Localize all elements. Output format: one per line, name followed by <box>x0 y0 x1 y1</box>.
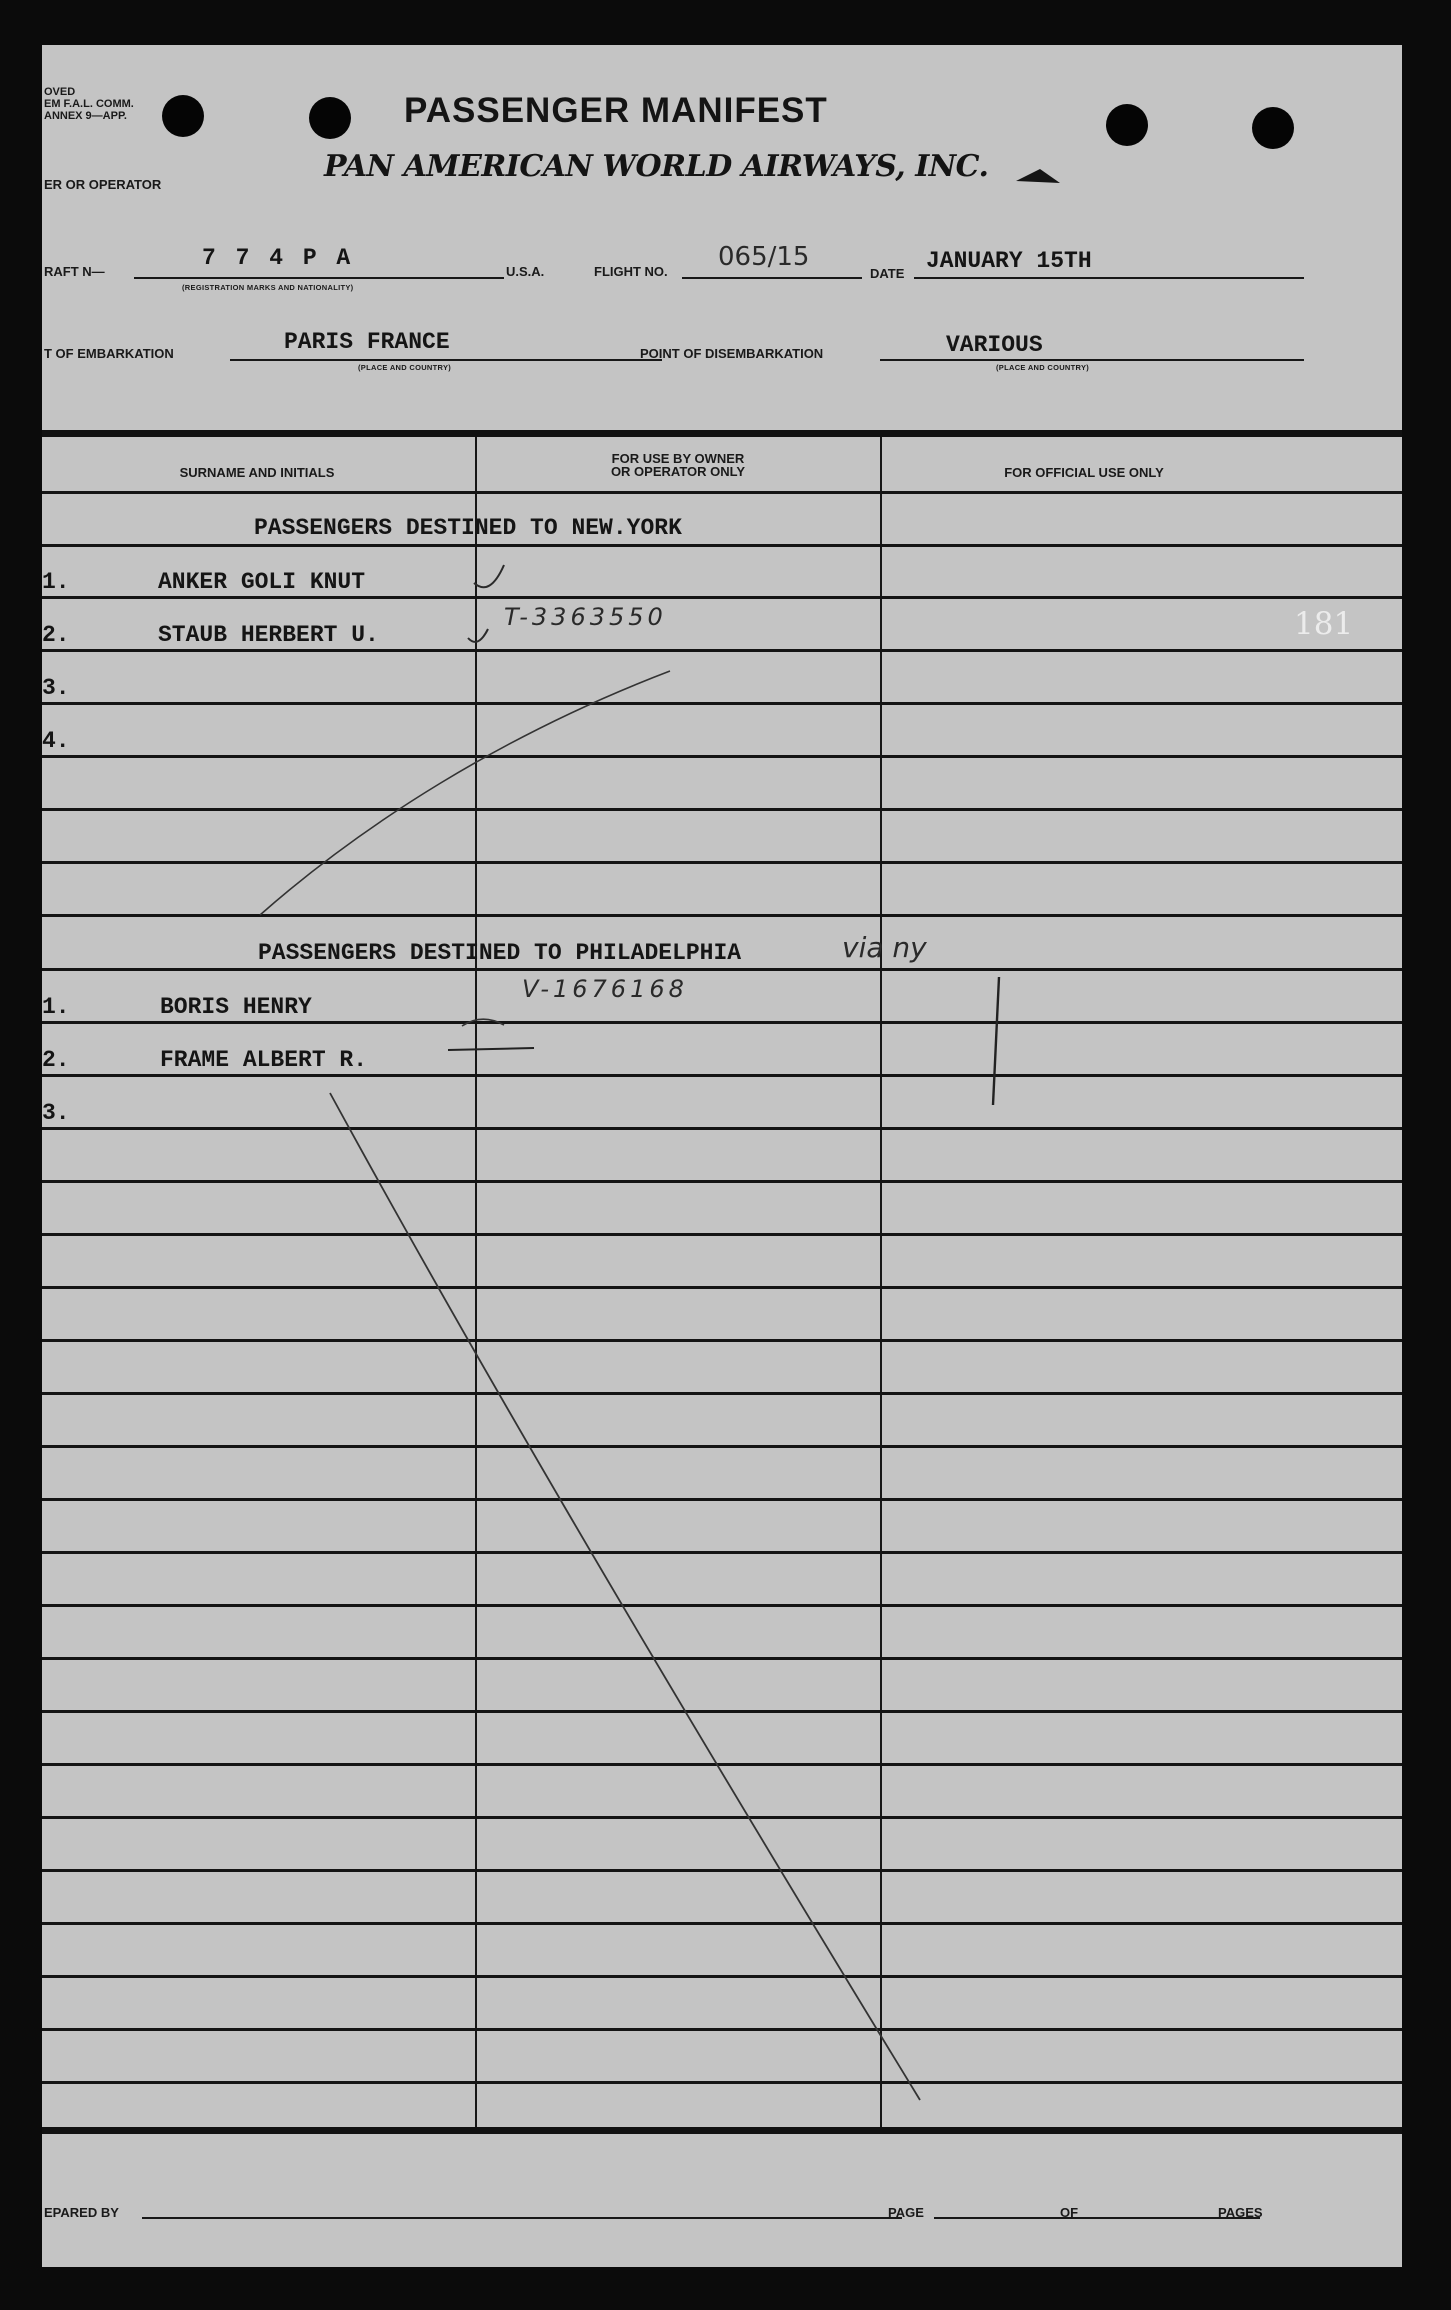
pen-stroke <box>993 977 999 1105</box>
of-label: OF <box>1060 2205 1079 2220</box>
embarkation-sublabel: (PLACE AND COUNTRY) <box>358 363 452 372</box>
page-label: PAGE <box>888 2205 924 2220</box>
passenger-name: ANKER GOLI KNUT <box>158 569 366 595</box>
pages-label: PAGES <box>1218 2205 1263 2220</box>
pen-stroke <box>260 671 670 915</box>
pen-stroke <box>330 1093 920 2100</box>
embarkation-place: PARIS FRANCE <box>284 329 450 355</box>
approval-stamp-line-2: EM F.A.L. COMM. <box>44 98 134 110</box>
airline-name: PAN AMERICAN WORLD AIRWAYS, INC. <box>324 149 989 184</box>
flight-date: JANUARY 15TH <box>926 248 1092 274</box>
checkmark-icon <box>474 565 504 587</box>
embarkation-label: T OF EMBARKATION <box>44 346 174 361</box>
row-number: 1. <box>42 994 70 1020</box>
checkmark-icon <box>468 629 488 642</box>
passenger-name: FRAME ALBERT R. <box>160 1047 368 1073</box>
column-header-owner-1: FOR USE BY OWNER <box>611 451 745 466</box>
approval-stamp-line-1: OVED <box>44 86 76 98</box>
margin-page-number: 181 <box>1294 606 1354 642</box>
flight-number: 065/15 <box>718 242 810 272</box>
row-number: 3. <box>42 675 70 701</box>
group-heading-new-york: PASSENGERS DESTINED TO NEW.YORK <box>254 515 682 541</box>
disembarkation-place: VARIOUS <box>946 332 1043 358</box>
row-number: 1. <box>42 569 70 595</box>
column-header-owner-2: OR OPERATOR ONLY <box>610 464 746 479</box>
group-heading-philadelphia: PASSENGERS DESTINED TO PHILADELPHIA <box>258 940 742 966</box>
owner-operator-label: ER OR OPERATOR <box>44 177 162 192</box>
disembarkation-label: POINT OF DISEMBARKATION <box>640 346 824 361</box>
row-number: 3. <box>42 1100 70 1126</box>
aircraft-registration: 7 7 4 P A <box>202 245 354 271</box>
row-number: 4. <box>42 728 70 754</box>
column-header-official: FOR OFFICIAL USE ONLY <box>1004 465 1164 480</box>
row-number: 2. <box>42 1047 70 1073</box>
flight-label: FLIGHT NO. <box>594 264 668 279</box>
document-number-note: V-1676168 <box>522 975 688 1003</box>
via-note: via ny <box>842 931 927 964</box>
passenger-name: BORIS HENRY <box>160 994 312 1020</box>
pen-stroke <box>448 1048 534 1050</box>
manifest-sheet <box>42 45 1402 2267</box>
column-header-surname: SURNAME AND INITIALS <box>179 465 335 480</box>
row-number: 2. <box>42 622 70 648</box>
date-label: DATE <box>870 266 905 281</box>
prepared-by-label: EPARED BY <box>44 2205 119 2220</box>
aircraft-sublabel: (REGISTRATION MARKS AND NATIONALITY) <box>182 283 354 292</box>
handwritten-marks <box>42 45 1402 2267</box>
document-number-note: T-3363550 <box>504 603 667 631</box>
usa-label: U.S.A. <box>506 264 545 279</box>
page-title: PASSENGER MANIFEST <box>404 91 828 130</box>
passenger-name: STAUB HERBERT U. <box>158 622 379 648</box>
approval-stamp-line-3: ANNEX 9—APP. <box>44 110 127 122</box>
disembarkation-sublabel: (PLACE AND COUNTRY) <box>996 363 1090 372</box>
pen-stroke <box>462 1019 504 1026</box>
aircraft-label: RAFT N— <box>44 264 105 279</box>
